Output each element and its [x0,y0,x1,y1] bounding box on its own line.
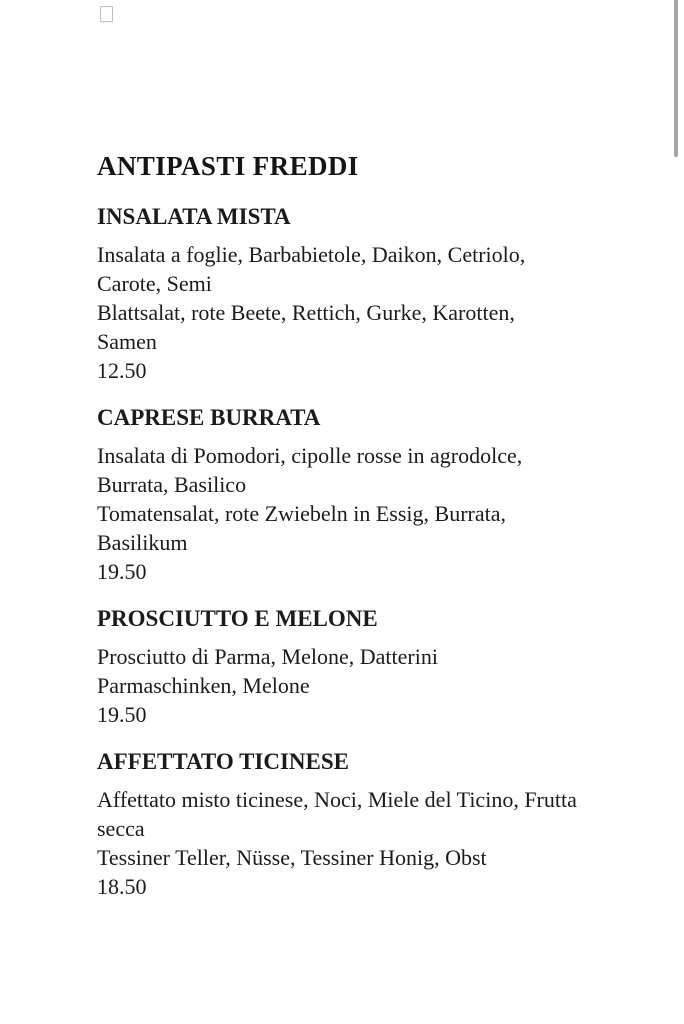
menu-item-name: PROSCIUTTO E MELONE [97,606,378,631]
menu-item-price: 19.50 [97,702,147,727]
menu-item-description [97,240,579,356]
menu-item [97,605,579,729]
menu-item-description-italian: Affettato misto ticinese, Noci, Miele del Ticino, Frutta secca [97,787,577,841]
menu-item-price: 18.50 [97,874,147,899]
menu-item-name: CAPRESE BURRATA [97,405,321,430]
menu-item [97,748,579,901]
menu-item-description [97,642,579,700]
broken-image-icon [100,6,113,22]
menu-page [97,150,579,920]
scrollbar-thumb[interactable] [674,0,678,157]
menu-item-description-italian: Insalata a foglie, Barbabietole, Daikon, Cetriolo, Carote, Semi [97,242,526,296]
menu-item-name: INSALATA MISTA [97,204,291,229]
menu-item-price: 12.50 [97,358,147,383]
menu-item-description-german: Tessiner Teller, Nüsse, Tessiner Honig, Obst [97,845,487,870]
menu-item-description [97,785,579,872]
menu-item-description-german: Blattsalat, rote Beete, Rettich, Gurke, Karotten, Samen [97,300,515,354]
menu-item-price: 19.50 [97,559,147,584]
menu-item-description-german: Parmaschinken, Melone [97,673,310,698]
menu-item [97,203,579,385]
menu-item-name: AFFETTATO TICINESE [97,749,350,774]
menu-item [97,404,579,586]
menu-item-description-italian: Insalata di Pomodori, cipolle rosse in agrodolce, Burrata, Basilico [97,443,523,497]
menu-item-description-italian: Prosciutto di Parma, Melone, Datterini [97,644,438,669]
menu-item-description [97,441,579,557]
menu-item-description-german: Tomatensalat, rote Zwiebeln in Essig, Burrata, Basilikum [97,501,507,555]
menu-title: ANTIPASTI FREDDI [97,151,359,181]
